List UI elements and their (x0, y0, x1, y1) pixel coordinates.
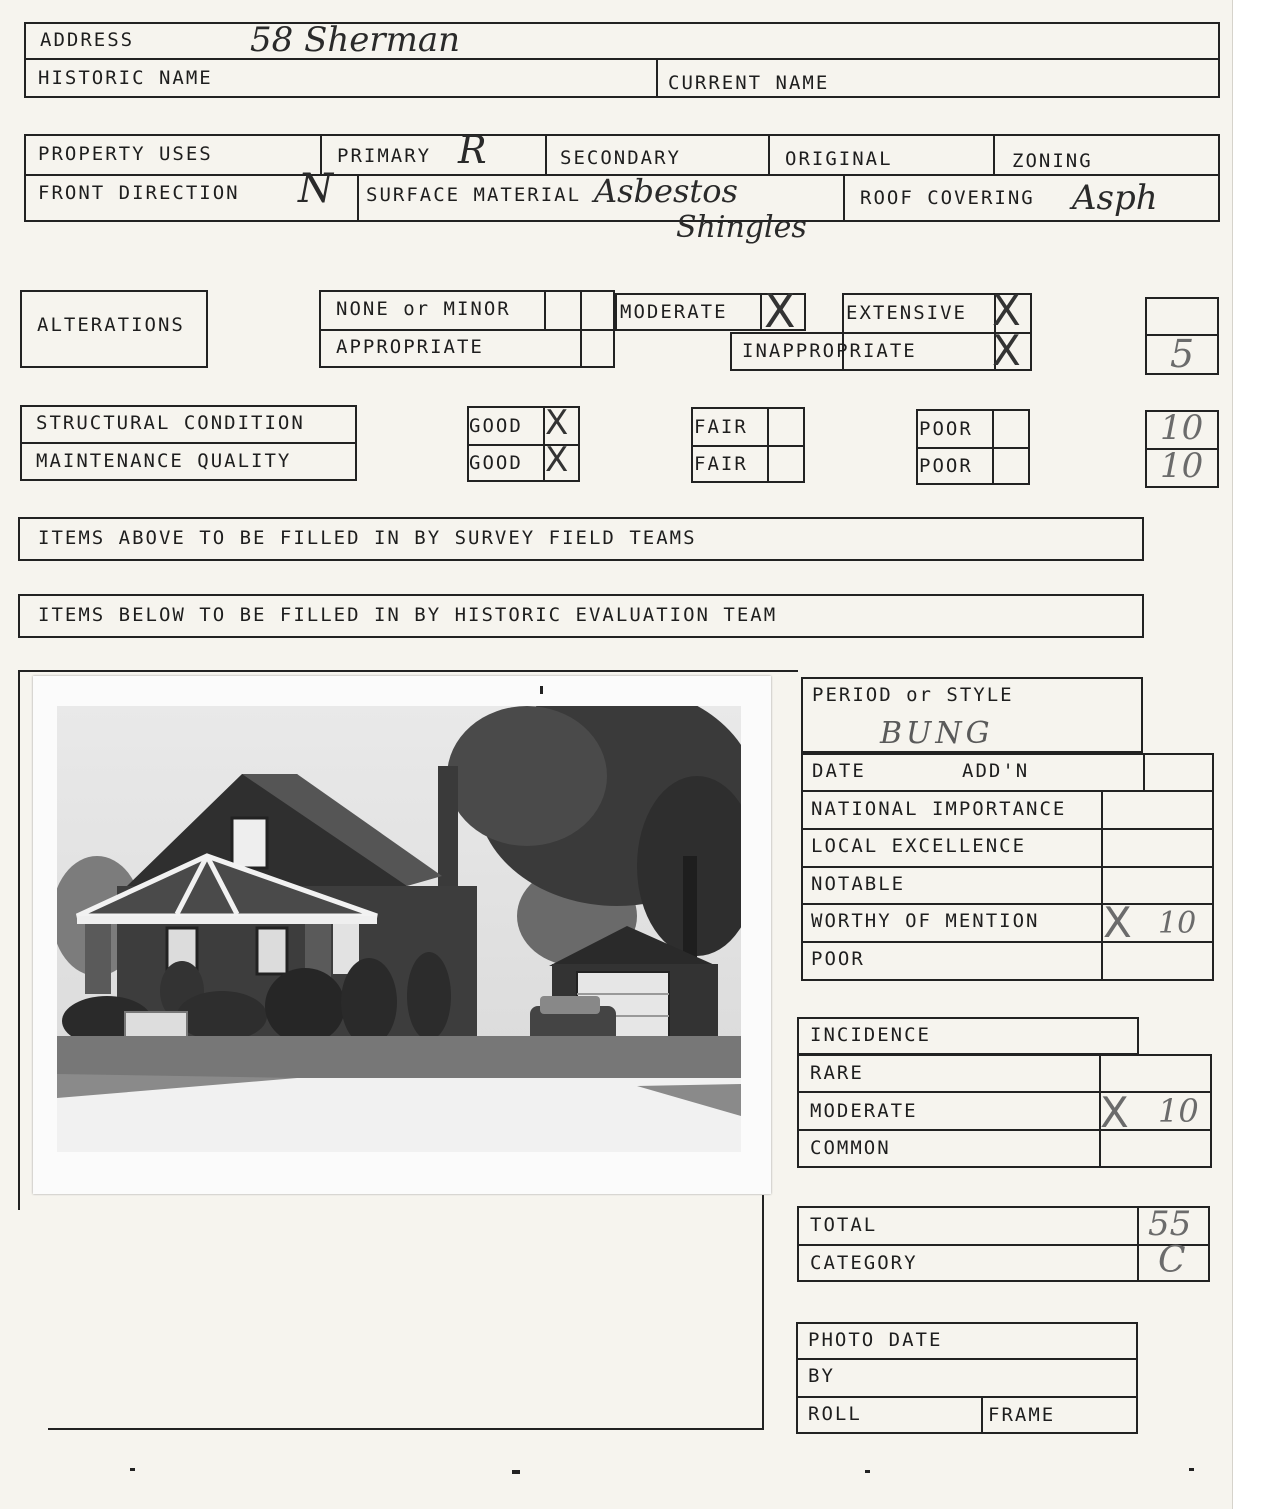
bungalow-photo-image (57, 706, 741, 1152)
worthy-of-mention-label: WORTHY OF MENTION (811, 910, 1040, 932)
maintenance-fair-label: FAIR (694, 453, 748, 475)
incidence-label: INCIDENCE (810, 1024, 931, 1046)
property-uses-label: PROPERTY USES (38, 143, 213, 165)
maintenance-poor-label: POOR (919, 455, 973, 477)
address-label: ADDRESS (40, 29, 135, 51)
category-label: CATEGORY (810, 1252, 918, 1274)
inappropriate-label: INAPPROPRIATE (742, 340, 917, 362)
moderate-incidence-mark: X (1100, 1088, 1129, 1137)
roof-covering-value: Asph (1072, 178, 1158, 218)
period-style-value: BUNG (880, 716, 994, 751)
alterations-label: ALTERATIONS (37, 314, 185, 336)
poor-importance-label: POOR (811, 948, 865, 970)
tick-mark (865, 1470, 870, 1473)
by-label: BY (808, 1365, 835, 1387)
period-style-label: PERIOD or STYLE (812, 684, 1014, 706)
rare-label: RARE (810, 1062, 864, 1084)
worthy-mark: X (1103, 898, 1132, 947)
photo-date-label: PHOTO DATE (808, 1329, 943, 1351)
house-photograph (33, 676, 771, 1194)
extensive-label: EXTENSIVE (846, 302, 967, 324)
moderate-alteration-label: MODERATE (620, 301, 728, 323)
roof-covering-label: ROOF COVERING (860, 187, 1035, 209)
moderate-alteration-mark: X (764, 284, 796, 338)
tick-mark (512, 1470, 520, 1474)
extensive-mark: X (992, 286, 1021, 335)
tick-mark (130, 1468, 135, 1471)
notable-label: NOTABLE (811, 873, 906, 895)
maintenance-good-label: GOOD (469, 452, 523, 474)
surface-material-label: SURFACE MATERIAL (366, 184, 582, 206)
structural-fair-label: FAIR (694, 416, 748, 438)
front-direction-label: FRONT DIRECTION (38, 182, 240, 204)
moderate-incidence-score: 10 (1158, 1092, 1199, 1130)
total-label: TOTAL (810, 1214, 878, 1236)
primary-label: PRIMARY (337, 145, 432, 167)
date-value: ADD'N (962, 760, 1030, 782)
roll-label: ROLL (808, 1403, 862, 1425)
none-minor-label: NONE or MINOR (336, 298, 511, 320)
worthy-score: 10 (1158, 906, 1197, 941)
secondary-label: SECONDARY (560, 147, 681, 169)
category-value: C (1158, 1240, 1186, 1281)
survey-team-note: ITEMS ABOVE TO BE FILLED IN BY SURVEY FIELD TEAMS (38, 527, 697, 549)
structural-poor-label: POOR (919, 418, 973, 440)
common-label: COMMON (810, 1137, 891, 1159)
local-excellence-label: LOCAL EXCELLENCE (811, 835, 1027, 857)
evaluation-team-note: ITEMS BELOW TO BE FILLED IN BY HISTORIC EVALUATION TEAM (38, 604, 778, 626)
front-direction-value: N (298, 166, 333, 212)
primary-value: R (458, 128, 487, 172)
structural-score: 10 (1160, 408, 1204, 448)
structural-good-mark: X (545, 403, 569, 443)
zoning-label: ZONING (1012, 150, 1093, 172)
frame-label: FRAME (988, 1404, 1056, 1426)
tick-mark (1189, 1468, 1194, 1471)
national-importance-label: NATIONAL IMPORTANCE (811, 798, 1067, 820)
total-value: 55 (1148, 1204, 1192, 1244)
inappropriate-mark: X (992, 326, 1021, 375)
maintenance-good-mark: X (545, 440, 569, 480)
date-label: DATE (812, 760, 866, 782)
address-value: 58 Sherman (250, 20, 461, 60)
maintenance-quality-label: MAINTENANCE QUALITY (36, 450, 292, 472)
surface-material-value-2: Shingles (676, 210, 807, 245)
moderate-incidence-label: MODERATE (810, 1100, 918, 1122)
maintenance-score: 10 (1160, 446, 1204, 486)
appropriate-label: APPROPRIATE (336, 336, 484, 358)
original-label: ORIGINAL (785, 148, 893, 170)
structural-condition-label: STRUCTURAL CONDITION (36, 412, 305, 434)
current-name-label: CURRENT NAME (668, 72, 830, 94)
tick-mark (540, 686, 543, 694)
alterations-score: 5 (1170, 332, 1195, 376)
historic-name-label: HISTORIC NAME (38, 67, 213, 89)
surface-material-value-1: Asbestos (594, 172, 738, 210)
structural-good-label: GOOD (469, 415, 523, 437)
